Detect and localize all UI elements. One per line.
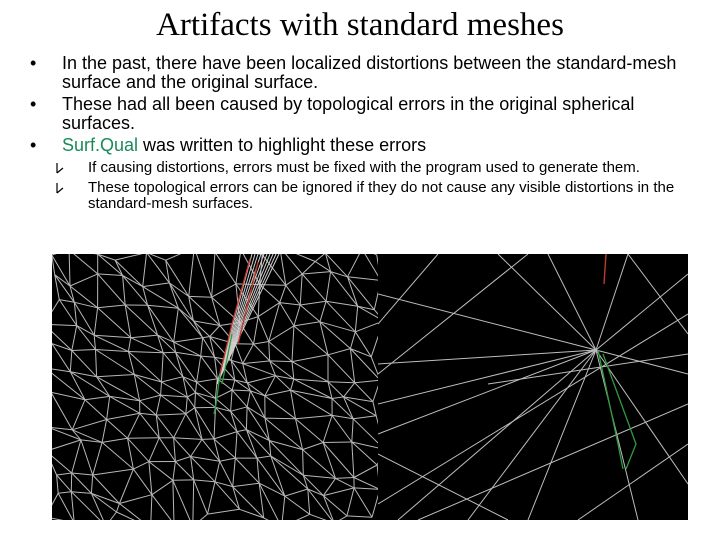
bullet-text: was written to highlight these errors [138, 135, 427, 155]
bullet-item [26, 136, 706, 155]
sub-bullet-item [52, 160, 706, 176]
bullet-dot-icon: • [30, 53, 37, 73]
sub-bullet-item [52, 180, 706, 212]
dense-mesh-panel [52, 254, 378, 520]
sub-bullet-text: These topological errors can be ignored if they do not cause any visible distortions in the standard-mesh surfaces. [88, 179, 675, 212]
bullet-dot-icon: • [30, 135, 37, 155]
bullet-dot-icon: • [30, 94, 37, 114]
slide-title: Artifacts with standard meshes [156, 7, 564, 43]
sub-bullet-list [52, 160, 706, 212]
mesh-rendering-image [52, 254, 688, 520]
sparse-mesh-panel [378, 254, 688, 520]
bullet-item [26, 95, 706, 133]
bullet-text: These had all been caused by topological errors in the original spherical surfaces. [62, 94, 635, 133]
sub-bullet-text: If causing distortions, errors must be fixed with the program used to generate them. [88, 159, 640, 176]
bullet-list [26, 54, 706, 216]
sub-bullet-mark-icon [55, 182, 65, 194]
sub-bullet-mark-icon [55, 162, 65, 174]
bullet-text: In the past, there have been localized distortions between the standard-mesh surface and the original surface. [62, 53, 677, 92]
bullet-item [26, 54, 706, 92]
surfqual-highlight: Surf.Qual [62, 135, 139, 155]
